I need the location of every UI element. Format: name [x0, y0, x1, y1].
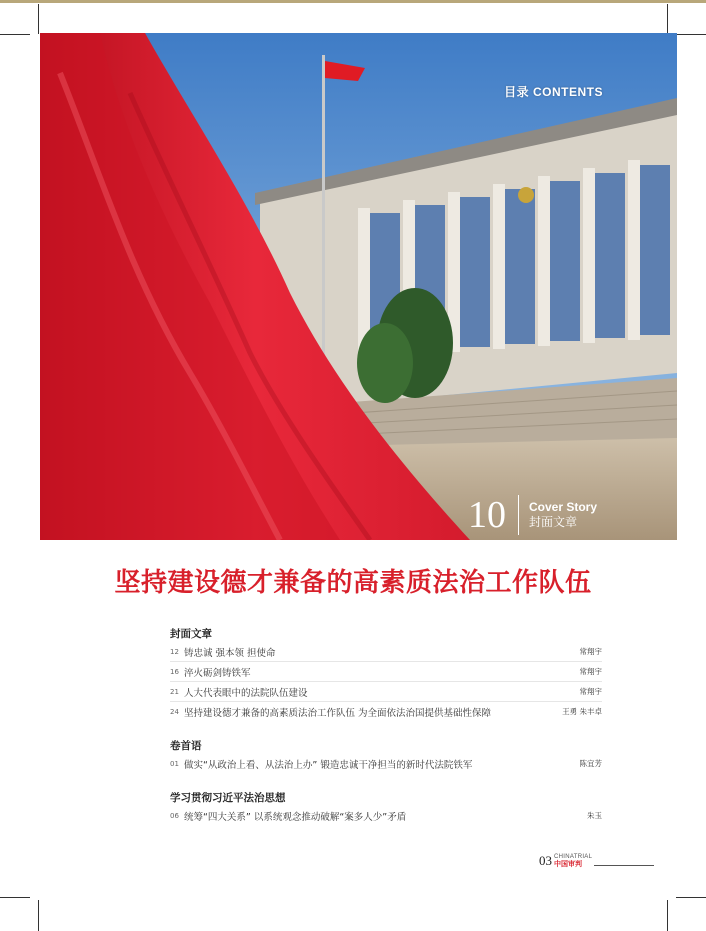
- crop-mark: [38, 4, 39, 34]
- toc-entry[interactable]: [170, 682, 602, 702]
- page-headline: 坚持建设德才兼备的高素质法治工作队伍: [114, 568, 592, 598]
- entry-title: 人大代表眼中的法院队伍建设: [184, 687, 308, 699]
- brand-name-zh: 中国审判: [554, 860, 582, 868]
- courthouse-illustration: [40, 33, 677, 540]
- entry-page-number: 24: [170, 707, 179, 716]
- entry-page-number: 16: [170, 667, 179, 676]
- top-rule: [0, 0, 706, 3]
- page-footer: [539, 853, 654, 869]
- toc-section-study: [170, 791, 602, 825]
- toc-entry[interactable]: [170, 662, 602, 682]
- entry-author: 王勇 朱丰卓: [562, 707, 602, 716]
- crop-mark: [0, 34, 30, 35]
- cover-story-label-zh: 封面文章: [529, 515, 578, 529]
- entry-author: 陈宜芳: [579, 759, 602, 768]
- crop-mark: [667, 900, 668, 931]
- toc-entry[interactable]: [170, 806, 602, 825]
- national-emblem-icon: [518, 187, 534, 203]
- entry-author: 朱玉: [587, 811, 602, 820]
- cover-story-badge[interactable]: [468, 495, 597, 535]
- magazine-brand: [554, 854, 592, 868]
- entry-page-number: 12: [170, 647, 179, 656]
- section-title: 卷首语: [170, 740, 202, 752]
- table-of-contents: [170, 627, 602, 825]
- crop-mark: [667, 4, 668, 34]
- cover-photo: [40, 33, 677, 540]
- entry-page-number: 06: [170, 811, 179, 820]
- entry-page-number: 01: [170, 759, 179, 768]
- entry-page-number: 21: [170, 687, 179, 696]
- toc-entry[interactable]: [170, 642, 602, 662]
- entry-title: 淬火砺剑铸铁军: [184, 667, 251, 679]
- entry-title: 做实“从政治上看、从法治上办” 锻造忠诚干净担当的新时代法院铁军: [184, 759, 473, 771]
- toc-entry[interactable]: [170, 702, 602, 721]
- entry-title: 铸忠诚 强本领 担使命: [184, 647, 276, 659]
- entry-author: 常翔宇: [579, 667, 602, 676]
- brand-name-en: CHINATRIAL: [554, 854, 593, 860]
- crop-mark: [38, 900, 39, 931]
- toc-entry[interactable]: [170, 754, 602, 773]
- entry-author: 常翔宇: [579, 647, 602, 656]
- crop-mark: [676, 34, 706, 35]
- cover-story-label-en: Cover Story: [529, 500, 598, 514]
- entry-title: 统筹“四大关系” 以系统观念推动破解“案多人少”矛盾: [184, 811, 407, 823]
- entry-author: 常翔宇: [579, 687, 602, 696]
- crop-mark: [0, 897, 30, 898]
- page-number: 03: [539, 853, 552, 868]
- section-title: 封面文章: [170, 628, 212, 640]
- entry-title: 坚持建设德才兼备的高素质法治工作队伍 为全面依法治国提供基础性保障: [184, 707, 492, 719]
- toc-section-cover: [170, 627, 602, 721]
- section-title: 学习贯彻习近平法治思想: [170, 792, 286, 804]
- footer-rule: [594, 865, 654, 866]
- cover-story-number: 10: [468, 495, 519, 535]
- contents-label: 目录 CONTENTS: [504, 85, 603, 99]
- crop-mark: [676, 897, 706, 898]
- toc-section-preface: [170, 739, 602, 773]
